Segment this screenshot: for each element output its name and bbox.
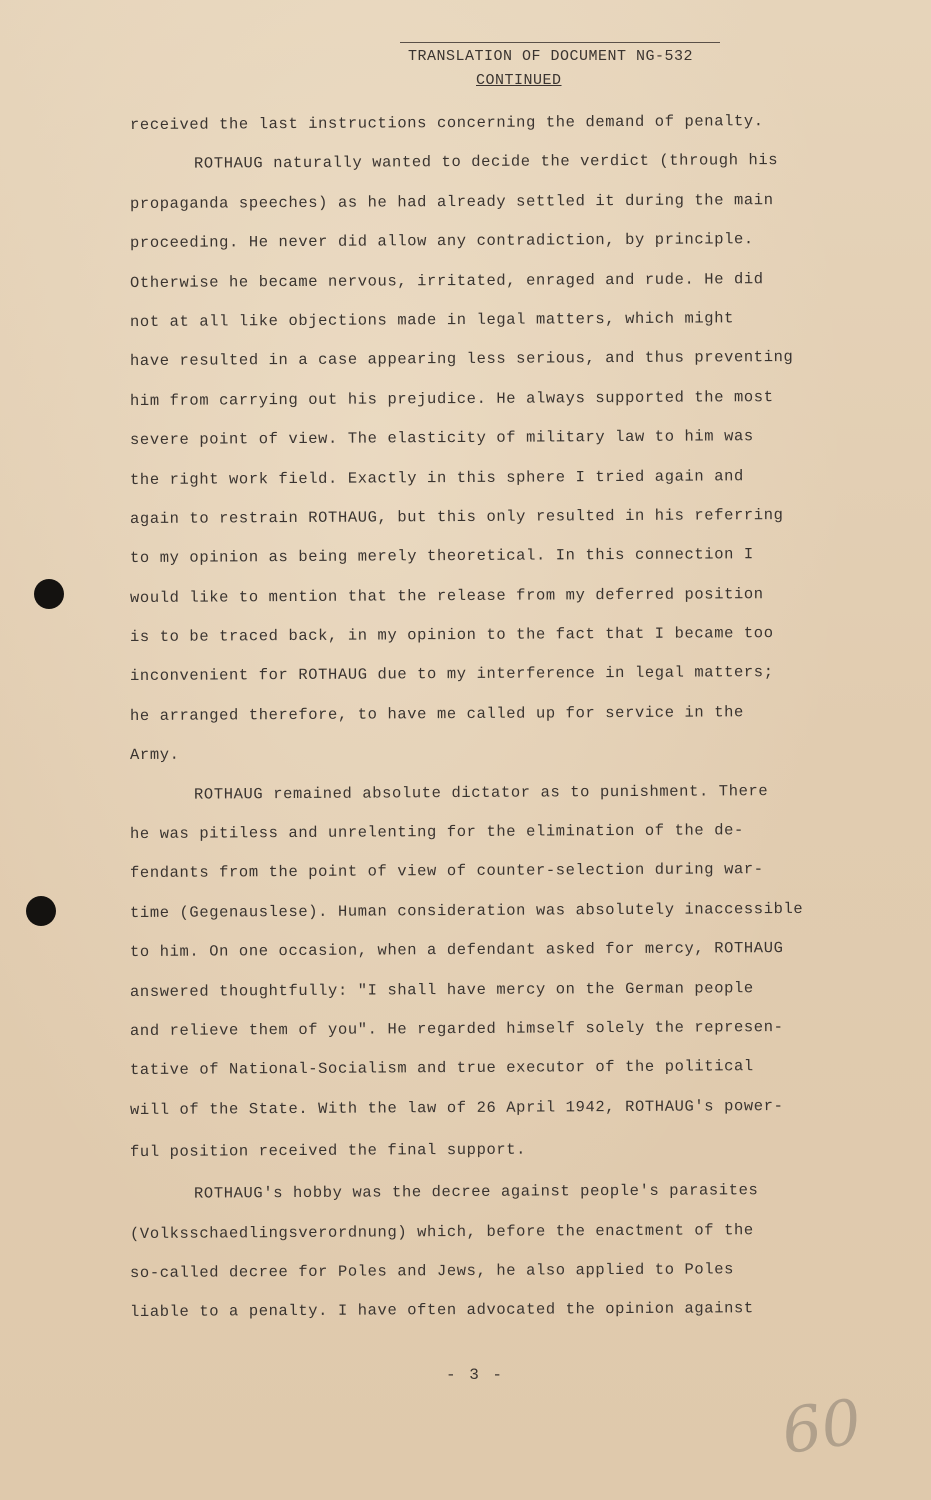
text-line: so-called decree for Poles and Jews, he also applied to Poles [129,1260,735,1282]
text-line: would like to mention that the release from my deferred position [129,584,764,607]
text-line: the right work field. Exactly in this sphere I tried again and [129,466,744,489]
text-line: received the last instructions concerning the demand of penalty. [129,112,764,134]
text-line: him from carrying out his prejudice. He always supported the most [129,387,774,410]
text-line: ful position received the final support. [129,1140,527,1162]
text-line: have resulted in a case appearing less serious, and thus preventing [129,348,794,371]
text-line: ROTHAUG's hobby was the decree against people's parasites [193,1181,759,1203]
text-line: answered thoughtfully: "I shall have mercy on the German people [129,978,754,1001]
text-line: liable to a penalty. I have often advocated the opinion against [129,1299,754,1322]
page-number: - 3 - [446,1366,505,1384]
handwritten-margin-number: 60 [777,1384,866,1469]
text-line: inconvenient for ROTHAUG due to my interference in legal matters; [129,663,774,686]
text-line: propaganda speeches) as he had already settled it during the main [129,190,774,213]
text-line: not at all like objections made in legal matters, which might [129,309,735,331]
text-line: to him. On one occasion, when a defendant asked for mercy, ROTHAUG [129,939,784,962]
text-line: will of the State. With the law of 26 April 1942, ROTHAUG's power- [129,1096,784,1119]
text-line: Army. [129,745,180,765]
text-line: to my opinion as being merely theoretical. In this connection I [129,545,754,568]
text-line: (Volksschaedlingsverordnung) which, before the enactment of the [129,1220,754,1243]
text-line: ROTHAUG remained absolute dictator as to punishment. There [193,781,769,804]
text-line: he was pitiless and unrelenting for the elimination of the de- [129,821,744,844]
text-line: severe point of view. The elasticity of military law to him was [129,427,754,450]
text-line: and relieve them of you". He regarded himself solely the represen- [129,1017,784,1040]
text-line: ROTHAUG naturally wanted to decide the verdict (through his [193,151,779,173]
header-title: TRANSLATION OF DOCUMENT NG-532 [400,42,720,69]
punch-hole-upper [34,579,64,609]
text-line: fendants from the point of view of counter-selection during war- [129,860,764,883]
text-line: time (Gegenauslese). Human consideration was absolutely inaccessible [129,899,804,922]
text-line: Otherwise he became nervous, irritated, enraged and rude. He did [129,269,764,292]
document-header [400,42,720,93]
punch-hole-lower [26,896,56,926]
body-text [130,106,820,1333]
text-line: tative of National-Socialism and true executor of the political [129,1057,754,1080]
text-line: he arranged therefore, to have me called up for service in the [129,703,744,725]
text-line: is to be traced back, in my opinion to the fact that I became too [129,624,774,647]
text-line: again to restrain ROTHAUG, but this only resulted in his referring [129,505,784,528]
text-line: proceeding. He never did allow any contradiction, by principle. [129,230,754,253]
header-subtitle: CONTINUED [476,72,562,89]
